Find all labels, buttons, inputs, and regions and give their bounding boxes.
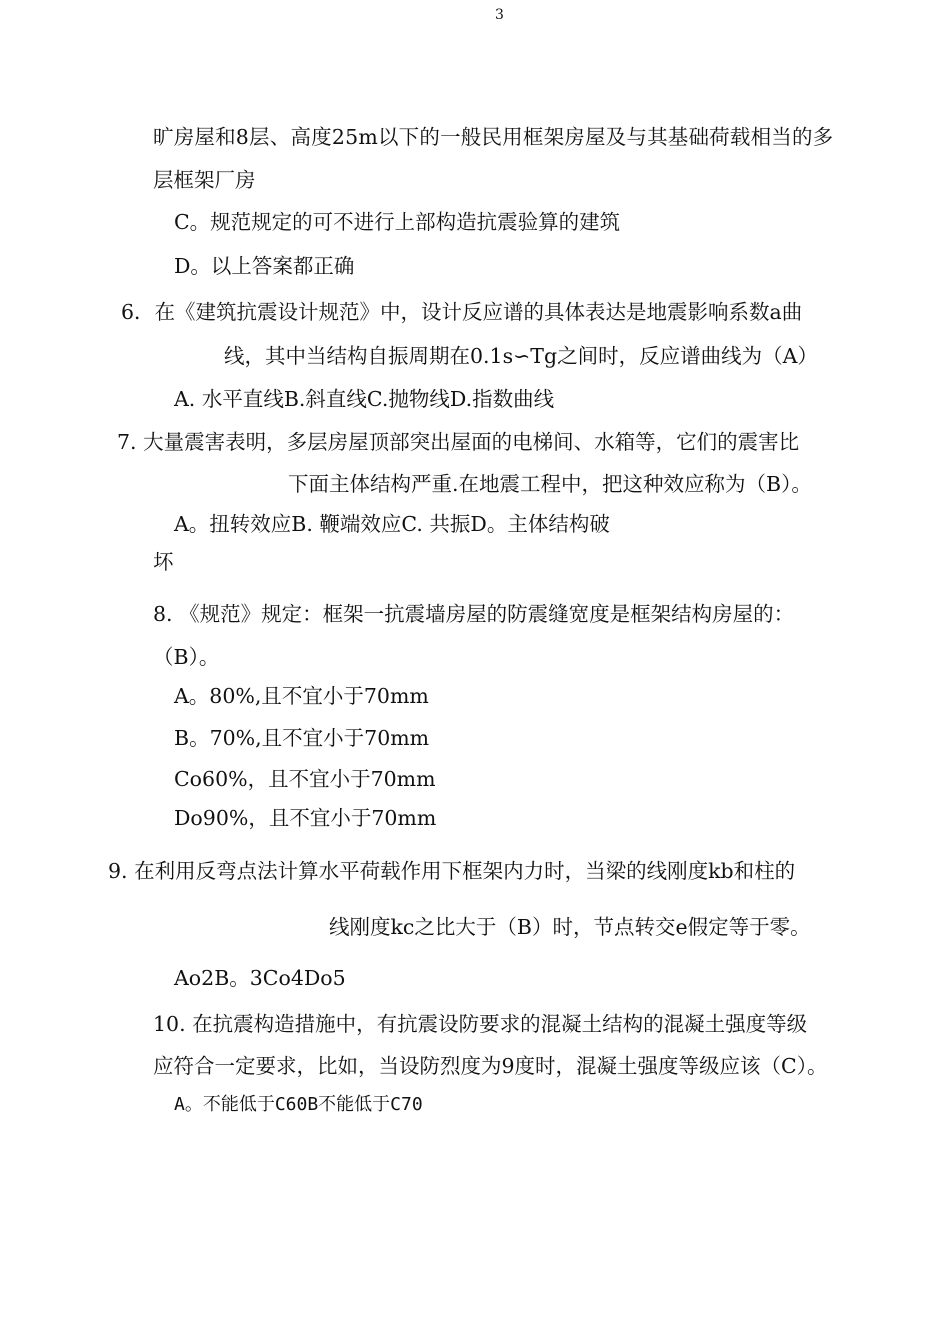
text-line: 6．在《建筑抗震设计规范》中，设计反应谱的具体表达是地震影响系数a曲 bbox=[121, 300, 803, 324]
text-line: Ao2B。3Co4Do5 bbox=[174, 966, 346, 990]
text-line: 9. 在利用反弯点法计算水平荷载作用下框架内力时，当梁的线刚度kb和柱的 bbox=[108, 859, 796, 883]
text-line: C。规范规定的可不进行上部构造抗震验算的建筑 bbox=[174, 210, 621, 234]
text-line: （B）。 bbox=[153, 645, 220, 669]
text-line: A。不能低于C60B不能低于C70 bbox=[174, 1094, 423, 1115]
text-line: 8. 《规范》规定：框架一抗震墙房屋的防震缝宽度是框架结构房屋的： bbox=[153, 602, 795, 626]
text-line: B。70%,且不宜小于70mm bbox=[174, 726, 430, 750]
text-line: A。80%,且不宜小于70mm bbox=[174, 684, 429, 708]
text-line: 层框架厂房 bbox=[153, 168, 256, 192]
text-line: Do90%，且不宜小于70mm bbox=[174, 806, 437, 830]
text-line: 10. 在抗震构造措施中，有抗震设防要求的混凝土结构的混凝土强度等级 bbox=[153, 1012, 808, 1036]
text-line: 线，其中当结构自振周期在0.1s∽Tg之间时，反应谱曲线为（A） bbox=[224, 344, 818, 368]
text-line: 坏 bbox=[153, 550, 174, 574]
text-line: 7. 大量震害表明，多层房屋顶部突出屋面的电梯间、水箱等，它们的震害比 bbox=[117, 430, 800, 454]
page-number: 3 bbox=[495, 7, 504, 23]
text-line: A。扭转效应B. 鞭端效应C. 共振D。主体结构破 bbox=[174, 512, 610, 536]
text-line: 应符合一定要求，比如，当设防烈度为9度时，混凝土强度等级应该（C）。 bbox=[153, 1054, 828, 1078]
text-line: A. 水平直线B.斜直线C.抛物线D.指数曲线 bbox=[174, 387, 555, 411]
text-line: D。以上答案都正确 bbox=[174, 254, 355, 278]
text-line: 线刚度kc之比大于（B）时，节点转交e假定等于零。 bbox=[329, 915, 811, 939]
text-line: Co60%，且不宜小于70mm bbox=[174, 767, 436, 791]
text-line: 下面主体结构严重.在地震工程中，把这种效应称为（B）。 bbox=[288, 472, 812, 496]
text-line: 旷房屋和8层、高度25m以下的一般民用框架房屋及与其基础荷载相当的多 bbox=[153, 125, 834, 149]
